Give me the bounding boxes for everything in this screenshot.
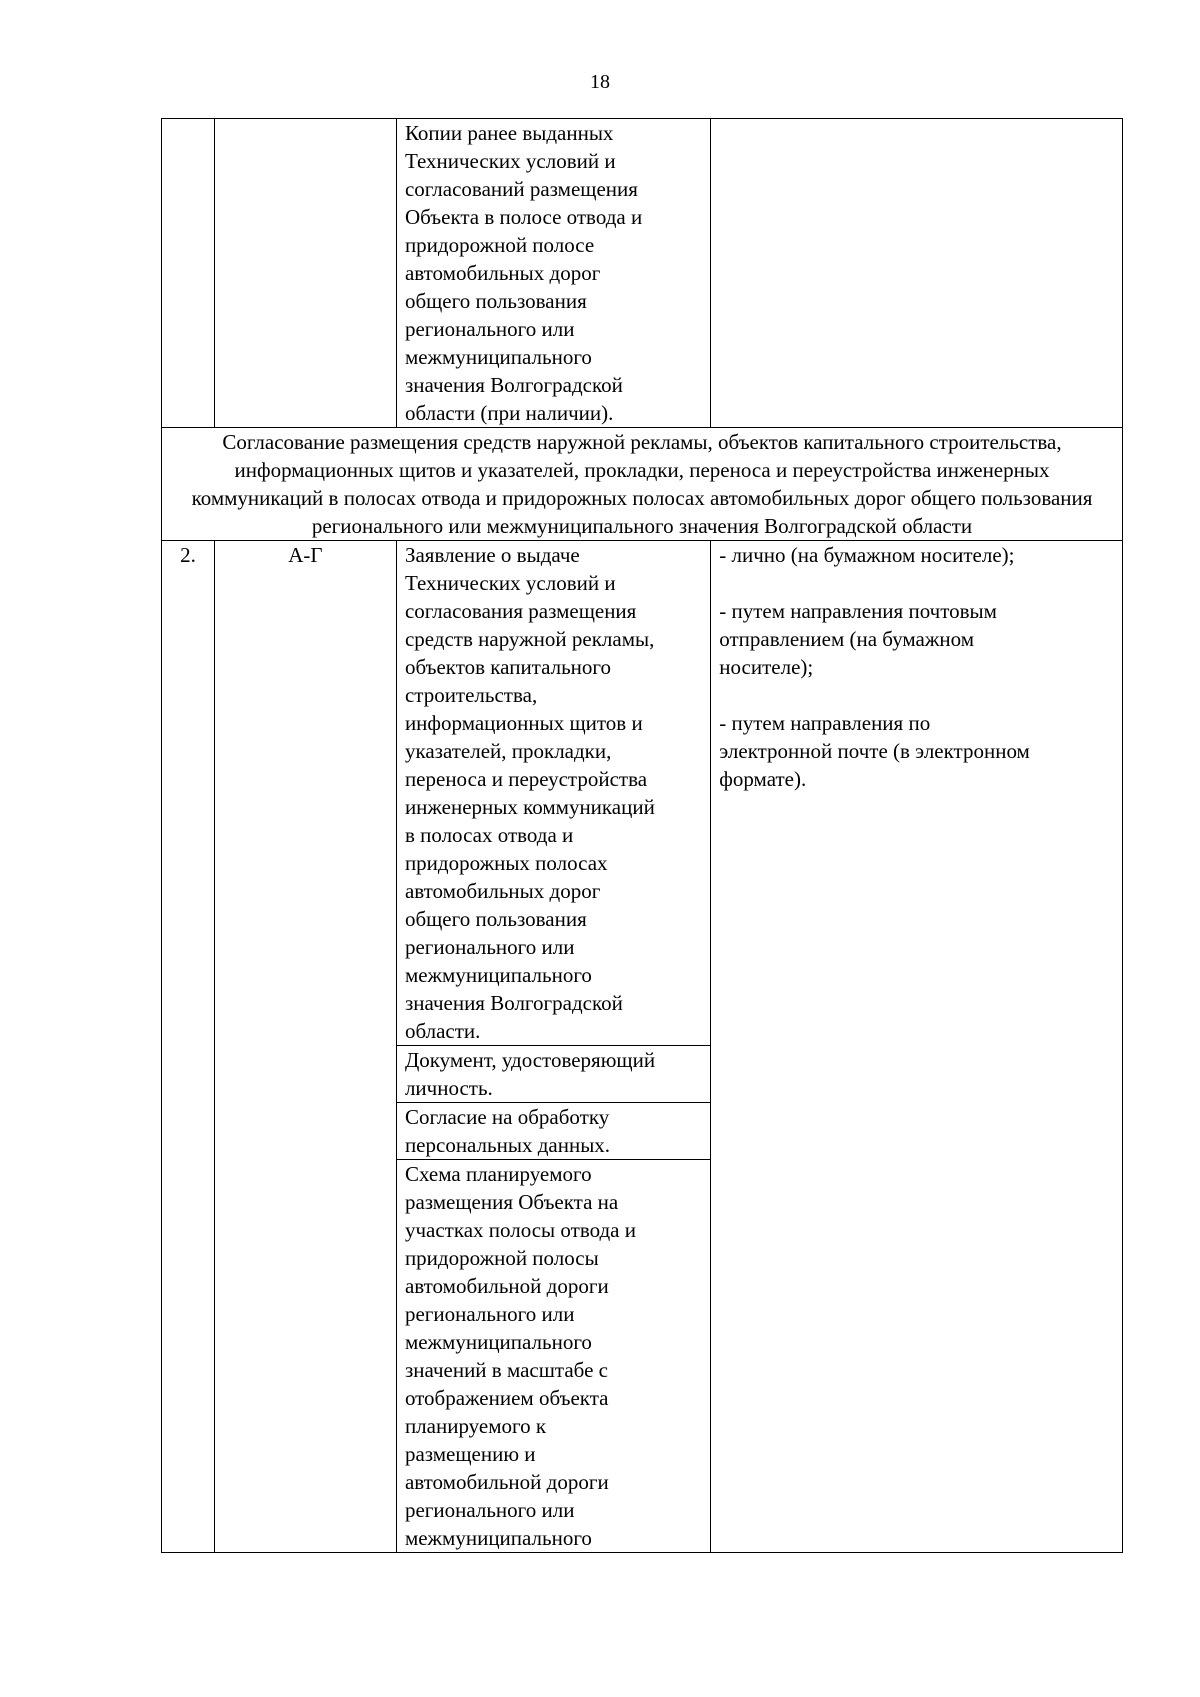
row-code-cell <box>214 119 396 428</box>
section-heading: Согласование размещения средств наружной рекламы, объектов капитального строительства, информационных щитов и указателей, прокладки, переноса и переустройства инженерных коммуникаций в полосах отвода и придорожных полосах автомобильных дорог общего пользования регионального или межмуниципального значения Волгоградской области <box>162 428 1123 541</box>
submission-method-item: - лично (на бумажном носителе); <box>719 543 1015 567</box>
document-cell: Документ, удостоверяющий личность. <box>396 1046 710 1103</box>
table-row <box>162 541 1123 1046</box>
document-cell: Схема планируемого размещения Объекта на участках полосы отвода и придорожной полосы автомобильной дороги регионального или межмуниципального значений в масштабе с отображением объекта планируемого к размещению и автомобильной дороги регионального или межмуниципального <box>396 1160 710 1553</box>
submission-method-cell <box>711 541 1123 1553</box>
table-row <box>162 119 1123 428</box>
documents-table <box>161 118 1123 1553</box>
page-number: 18 <box>590 71 610 93</box>
submission-method-item: - путем направления почтовым отправлением (на бумажном носителе); <box>719 599 997 679</box>
row-code-cell: А-Г <box>214 541 396 1553</box>
row-number-cell: 2. <box>162 541 215 1553</box>
document-cell: Заявление о выдаче Технических условий и согласования размещения средств наружной рекламы, объектов капитального строительства, информационных щитов и указателей, прокладки, переноса и переустройства инженерных коммуникаций в полосах отвода и придорожных полосах автомобильных дорог общего пользования регионального или межмуниципального значения Волгоградской области. <box>396 541 710 1046</box>
document-cell: Согласие на обработку персональных данных. <box>396 1103 710 1160</box>
submission-method-cell <box>711 119 1123 428</box>
submission-method-item: - путем направления по электронной почте (в электронном формате). <box>719 711 1030 791</box>
section-heading-row <box>162 428 1123 541</box>
row-number-cell <box>162 119 215 428</box>
document-cell: Копии ранее выданных Технических условий и согласований размещения Объекта в полосе отвода и придорожной полосе автомобильных дорог общего пользования регионального или межмуниципального значения Волгоградской области (при наличии). <box>396 119 710 428</box>
